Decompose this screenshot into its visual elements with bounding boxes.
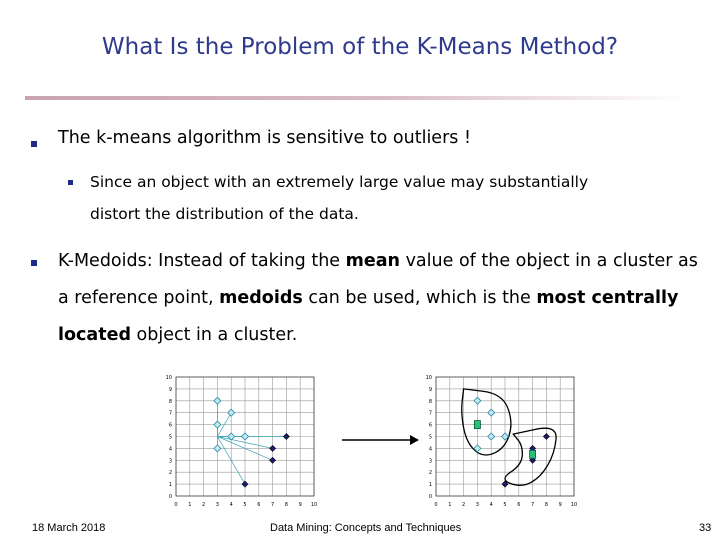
k-medoids-part: can be used, which is the [302,288,537,308]
y-tick-label: 0 [428,494,432,500]
y-tick-label: 0 [168,494,172,500]
y-tick-label: 6 [168,422,172,429]
y-tick-label: 3 [168,458,172,465]
bullet-marker [31,141,37,147]
y-tick-label: 7 [168,410,172,417]
data-point-dark [283,434,289,440]
x-tick-label: 9 [558,502,562,508]
k-medoids-part: value of the object in a cluster as a reference point, [58,251,698,308]
sub-bullet-line-2: distort the distribution of the data. [90,205,359,223]
x-tick-label: 4 [229,502,233,508]
footer-page-number: 33 [699,522,712,534]
x-tick-label: 1 [188,502,192,508]
y-tick-label: 7 [428,410,432,417]
x-tick-label: 3 [215,502,219,508]
y-tick-label: 9 [168,386,172,393]
k-medoids-bold-most-central: most centrally located [58,288,679,345]
data-point-diamond [242,433,249,440]
data-point-diamond [474,397,481,404]
data-point-diamond [214,445,221,452]
slide-title: What Is the Problem of the K-Means Method? [101,34,619,60]
x-tick-label: 0 [434,502,438,508]
data-point-diamond [228,409,235,416]
x-tick-label: 2 [462,502,466,508]
x-tick-label: 9 [298,502,302,508]
x-tick-label: 2 [202,502,206,508]
data-point-diamond [214,421,221,428]
x-tick-label: 7 [271,502,275,508]
bullet-marker [31,260,37,266]
k-medoids-part: object in a cluster. [130,325,298,345]
x-tick-label: 8 [284,502,288,508]
y-tick-label: 2 [428,470,432,477]
x-tick-label: 8 [544,502,548,508]
bullet-k-medoids [58,243,708,354]
y-tick-label: 6 [428,422,432,429]
cluster-center-marker [474,421,480,429]
x-tick-label: 6 [517,502,521,508]
title-underline [25,96,687,100]
cluster-outline [462,389,511,455]
x-tick-label: 10 [570,502,578,508]
data-point-dark [242,481,248,487]
x-tick-label: 0 [174,502,178,508]
bullet-k-means-sensitive: The k-means algorithm is sensitive to outliers ! [58,128,471,148]
data-point-dark [270,457,276,463]
y-tick-label: 5 [428,434,432,441]
k-medoids-part: K-Medoids: Instead of taking the [58,251,346,271]
data-point-diamond [214,397,221,404]
x-tick-label: 3 [475,502,479,508]
y-tick-label: 8 [428,398,432,405]
x-tick-label: 5 [243,502,247,508]
data-point-diamond [488,433,495,440]
y-tick-label: 2 [168,470,172,477]
x-tick-label: 10 [310,502,318,508]
footer-course: Data Mining: Concepts and Techniques [270,522,462,534]
y-tick-label: 10 [425,375,432,381]
sub-bullet-line-1: Since an object with an extremely large value may substantially [90,173,589,191]
footer-date: 18 March 2018 [32,522,106,534]
y-tick-label: 10 [165,375,172,381]
x-tick-label: 7 [531,502,535,508]
k-medoids-bold-medoids: medoids [219,288,303,308]
y-tick-label: 5 [168,434,172,441]
x-tick-label: 1 [448,502,452,508]
y-tick-label: 1 [168,482,172,489]
y-tick-label: 1 [428,482,432,489]
cluster-center-marker [530,450,536,458]
y-tick-label: 9 [428,386,432,393]
data-point-dark [270,445,276,451]
scatter-chart-kmedoids-right [420,373,590,513]
x-tick-label: 4 [489,502,493,508]
sub-bullet-marker [68,180,73,185]
k-medoids-bold-mean: mean [345,251,401,271]
scatter-chart-kmeans-left [160,373,330,513]
y-tick-label: 4 [168,446,172,453]
y-tick-label: 8 [168,398,172,405]
arrow-icon [340,432,420,448]
x-tick-label: 6 [257,502,261,508]
y-tick-label: 4 [428,446,432,453]
x-tick-label: 5 [503,502,507,508]
y-tick-label: 3 [428,458,432,465]
data-point-diamond [488,409,495,416]
data-point-dark [543,434,549,440]
